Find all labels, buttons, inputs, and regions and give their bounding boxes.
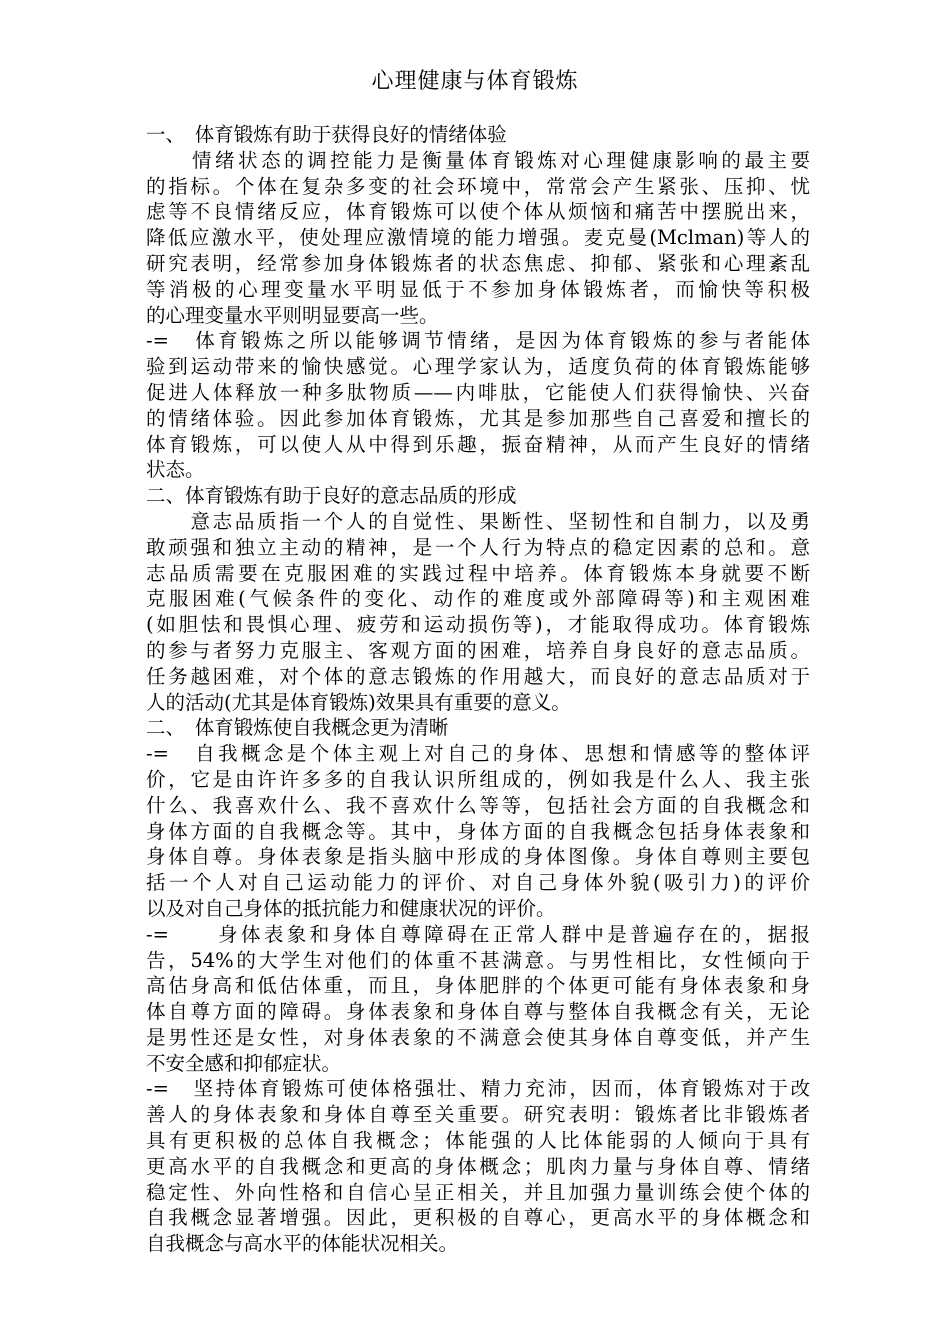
text-line: 意志品质指一个人的自觉性、果断性、坚韧性和自制力，以及勇	[146, 509, 810, 533]
text-line: 二、 体育锻炼使自我概念更为清晰	[146, 716, 449, 740]
text-line: 的参与者努力克服主、客观方面的困难，培养自身良好的意志品质。	[146, 638, 810, 662]
text-line: 体自尊方面的障碍。身体表象和身体自尊与整体自我概念有关，无论	[146, 1000, 810, 1024]
text-line: (如胆怯和畏惧心理、疲劳和运动损伤等)，才能取得成功。体育锻炼	[146, 613, 810, 637]
text-line: 人的活动(尤其是体育锻炼)效果具有重要的意义。	[146, 690, 571, 714]
text-line: 克服困难(气候条件的变化、动作的难度或外部障碍等)和主观困难	[146, 587, 810, 611]
text-line: 身体方面的自我概念等。其中，身体方面的自我概念包括身体表象和	[146, 819, 810, 843]
text-line: 等消极的心理变量水平明显低于不参加身体锻炼者，而愉快等积极	[146, 277, 810, 301]
page-title: 心理健康与体育锻炼	[371, 69, 579, 94]
text-line: 不安全感和抑郁症状。	[146, 1051, 342, 1075]
text-line: 具有更积极的总体自我概念；体能强的人比体能弱的人倾向于具有	[146, 1129, 810, 1153]
text-line: 以及对自己身体的抵抗能力和健康状况的评价。	[146, 896, 556, 920]
text-line: 的情绪体验。因此参加体育锻炼，尤其是参加那些自己喜爱和擅长的	[146, 406, 810, 430]
text-line: 研究表明，经常参加身体锻炼者的状态焦虑、抑郁、紧张和心理紊乱	[146, 251, 810, 275]
text-line: -= 坚持体育锻炼可使体格强壮、精力充沛，因而，体育锻炼对于改	[146, 1077, 810, 1101]
text-line: 什么、我喜欢什么、我不喜欢什么等等，包括社会方面的自我概念和	[146, 793, 810, 817]
text-line: -= 体育锻炼之所以能够调节情绪，是因为体育锻炼的参与者能体	[146, 329, 810, 353]
text-line: 更高水平的自我概念和更高的身体概念；肌肉力量与身体自尊、情绪	[146, 1154, 810, 1178]
text-line: 情绪状态的调控能力是衡量体育锻炼对心理健康影响的最主要	[146, 148, 810, 172]
text-line: -= 自我概念是个体主观上对自己的身体、思想和情感等的整体评	[146, 742, 810, 766]
text-line: 告，54%的大学生对他们的体重不甚满意。与男性相比，女性倾向于	[146, 948, 810, 972]
text-line: 价，它是由许许多多的自我认识所组成的，例如我是什么人、我主张	[146, 767, 810, 791]
text-line: 志品质需要在克服困难的实践过程中培养。体育锻炼本身就要不断	[146, 561, 810, 585]
text-line: 的心理变量水平则明显要高一些。	[146, 303, 439, 327]
text-line: 的指标。个体在复杂多变的社会环境中，常常会产生紧张、压抑、忧	[146, 174, 810, 198]
text-line: 促进人体释放一种多肽物质——内啡肽，它能使人们获得愉快、兴奋	[146, 380, 810, 404]
text-line: 验到运动带来的愉快感觉。心理学家认为，适度负荷的体育锻炼能够	[146, 355, 810, 379]
text-line: 状态。	[146, 458, 205, 482]
text-line: 高估身高和低估体重，而且，身体肥胖的个体更可能有身体表象和身	[146, 974, 810, 998]
text-line: 降低应激水平，使处理应激情境的能力增强。麦克曼(Mclman)等人的	[146, 226, 810, 250]
text-line: 自我概念与高水平的体能状况相关。	[146, 1232, 459, 1256]
text-line: 敢顽强和独立主动的精神，是一个人行为特点的稳定因素的总和。意	[146, 535, 810, 559]
text-line: 善人的身体表象和身体自尊至关重要。研究表明：锻炼者比非锻炼者	[146, 1103, 810, 1127]
text-line: 体育锻炼，可以使人从中得到乐趣，振奋精神，从而产生良好的情绪	[146, 432, 810, 456]
text-line: 身体自尊。身体表象是指头脑中形成的身体图像。身体自尊则主要包	[146, 845, 810, 869]
text-line: 任务越困难，对个体的意志锻炼的作用越大，而良好的意志品质对于	[146, 664, 810, 688]
text-line: 稳定性、外向性格和自信心呈正相关，并且加强力量训练会使个体的	[146, 1180, 810, 1204]
text-line: 一、 体育锻炼有助于获得良好的情绪体验	[146, 123, 507, 146]
text-line: 括一个人对自己运动能力的评价、对自己身体外貌(吸引力)的评价	[146, 871, 810, 895]
text-line: 自我概念显著增强。因此，更积极的自尊心，更高水平的身体概念和	[146, 1206, 810, 1230]
text-line: 虑等不良情绪反应，体育锻炼可以使个体从烦恼和痛苦中摆脱出来，	[146, 200, 810, 224]
text-line: 是男性还是女性，对身体表象的不满意会使其身体自尊变低，并产生	[146, 1025, 810, 1049]
document-body	[146, 122, 810, 1257]
text-line: -= 身体表象和身体自尊障碍在正常人群中是普遍存在的，据报	[146, 922, 810, 946]
text-line: 二、体育锻炼有助于良好的意志品质的形成	[146, 484, 517, 508]
